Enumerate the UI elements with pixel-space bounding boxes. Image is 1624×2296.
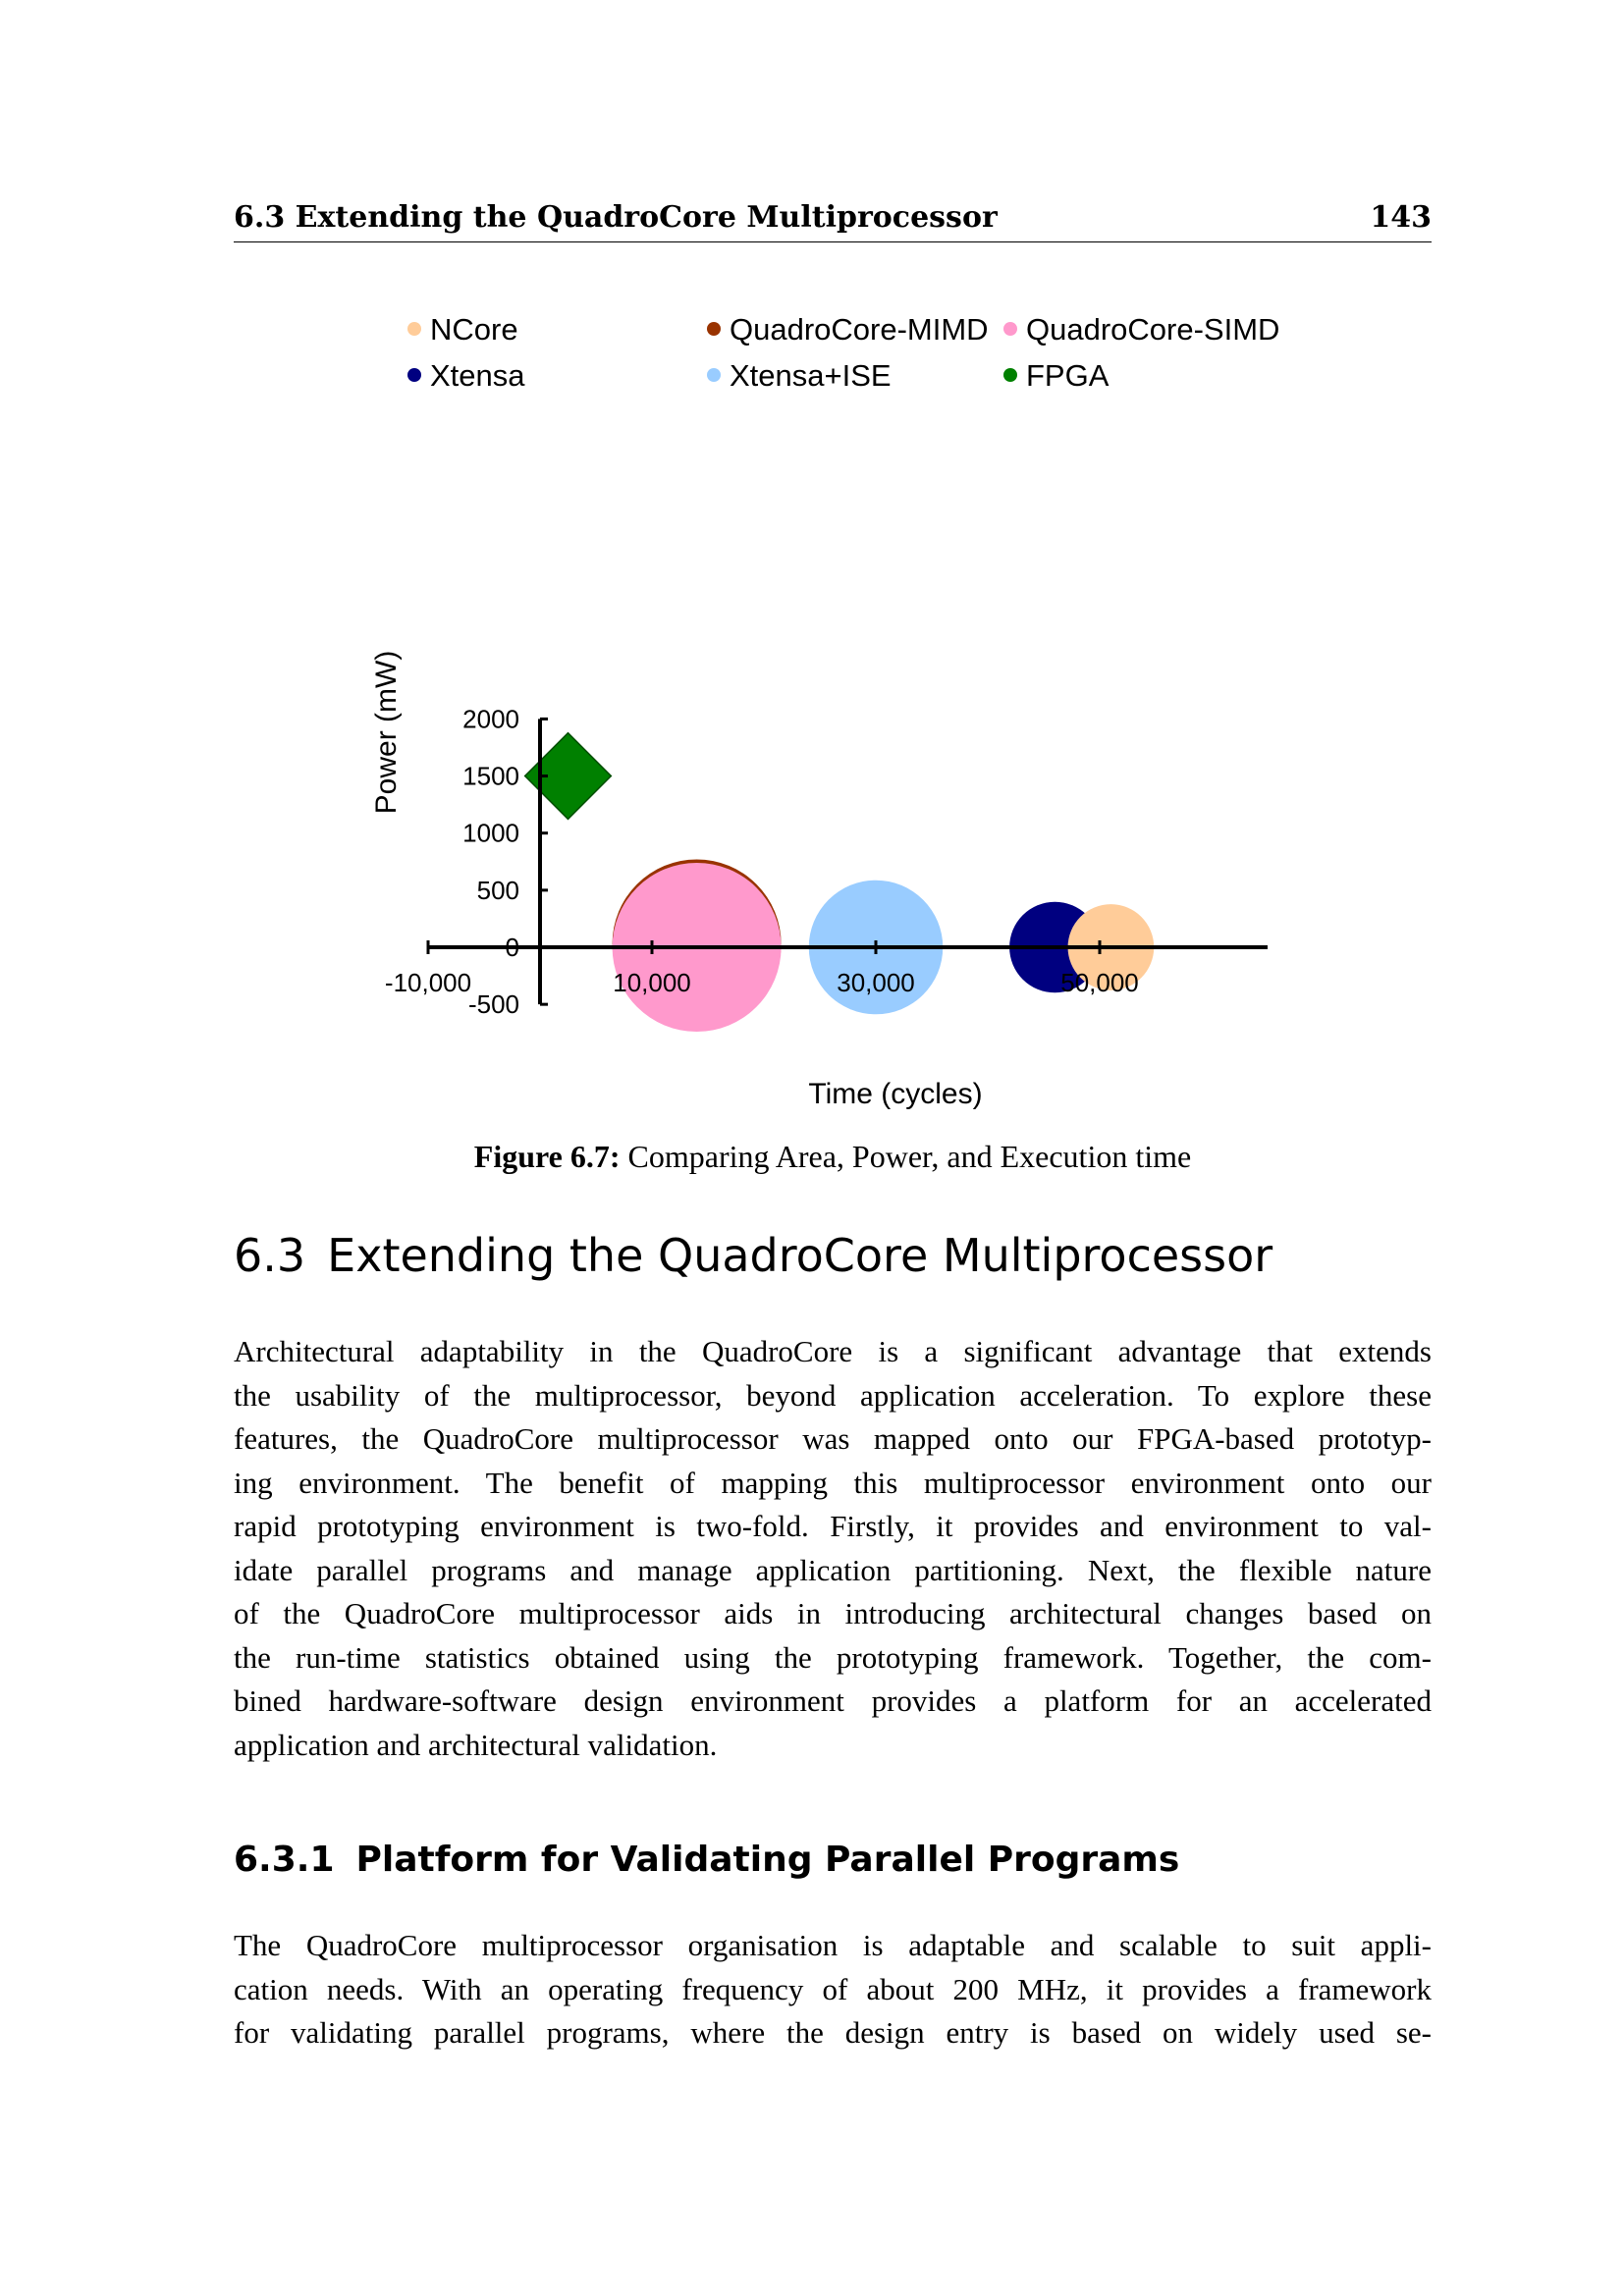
y-tick-label: 2000 [462,704,519,734]
chart-labels [370,651,1139,1110]
x-tick-label: 10,000 [613,968,691,997]
subsection-paragraph [234,1924,1432,2056]
paragraph-line: ing environment. The benefit of mapping this multiprocessor environment onto our [234,1465,1432,1500]
legend-label-fpga: FPGA [1026,358,1110,393]
subsection-number: 6.3.1 [234,1840,335,1880]
bubble-chart [0,294,1624,1178]
figure-caption-label: Figure 6.7: [473,1139,621,1174]
paragraph-line: The QuadroCore multiprocessor organisation is adaptable and scalable to suit appli- [234,1928,1432,1962]
subsection-title: Platform for Validating Parallel Programs [355,1840,1180,1880]
page-number: 143 [1370,200,1432,235]
bubble-fpga [525,733,612,820]
legend-label-quadrocore-mimd: QuadroCore-MIMD [730,312,989,347]
paragraph-line: of the QuadroCore multiprocessor aids in introducing architectural changes based on [234,1596,1432,1630]
legend-marker-fpga [1003,368,1017,382]
x-tick-label: -10,000 [384,968,472,997]
section-number: 6.3 [234,1229,306,1282]
figure-caption-text: Comparing Area, Power, and Execution time [627,1139,1192,1174]
running-head-title: 6.3 Extending the QuadroCore Multiprocessor [234,200,998,235]
legend-marker-xtensa [407,368,421,382]
chart-legend [407,312,1279,393]
subsection-heading [234,1840,1432,1880]
legend-label-xtensa-ise: Xtensa+ISE [730,358,892,393]
legend-marker-xtensa-ise [707,368,721,382]
legend-label-ncore: NCore [430,312,518,347]
legend-marker-quadrocore-simd [1003,322,1017,336]
legend-label-quadrocore-simd: QuadroCore-SIMD [1026,312,1280,347]
paragraph-line: rapid prototyping environment is two-fold. Firstly, it provides and environment to val- [234,1509,1432,1543]
paragraph-line: cation needs. With an operating frequency of about 200 MHz, it provides a framework [234,1971,1432,2006]
paragraph-line: idate parallel programs and manage application partitioning. Next, the flexible nature [234,1552,1432,1587]
paragraph-line: bined hardware-software design environment provides a platform for an accelerated [234,1683,1432,1718]
paragraph-line: the usability of the multiprocessor, beyond application acceleration. To explore these [234,1377,1432,1413]
paragraph-line: Architectural adaptability in the QuadroCore is a significant advantage that extends [234,1334,1432,1368]
section-paragraph [234,1330,1432,1767]
legend-marker-ncore [407,322,421,336]
legend-label-xtensa: Xtensa [430,358,525,393]
figure-caption [234,1139,1432,1175]
legend-marker-quadrocore-mimd [707,322,721,336]
section-heading [234,1229,1432,1282]
x-tick-label: 50,000 [1060,968,1139,997]
y-tick-label: 500 [476,875,519,905]
paragraph-line: features, the QuadroCore multiprocessor was mapped onto our FPGA-based prototyp- [234,1421,1432,1456]
figure [0,294,1624,1178]
paragraph-line: the run-time statistics obtained using the prototyping framework. Together, the com- [234,1639,1432,1675]
y-tick-label: 1000 [462,818,519,848]
y-tick-label: -500 [467,989,519,1020]
y-axis-title: Power (mW) [370,650,403,815]
running-head [234,196,1432,242]
paragraph-line: for validating parallel programs, where the design entry is based on widely used se- [234,2015,1432,2050]
section-title: Extending the QuadroCore Multiprocessor [327,1229,1273,1282]
x-axis-title: Time (cycles) [808,1078,983,1110]
y-tick-label: 1500 [462,761,519,791]
paragraph-line: application and architectural validation. [234,1727,718,1762]
x-tick-label: 30,000 [837,968,915,997]
y-tick-label: 0 [505,933,519,962]
